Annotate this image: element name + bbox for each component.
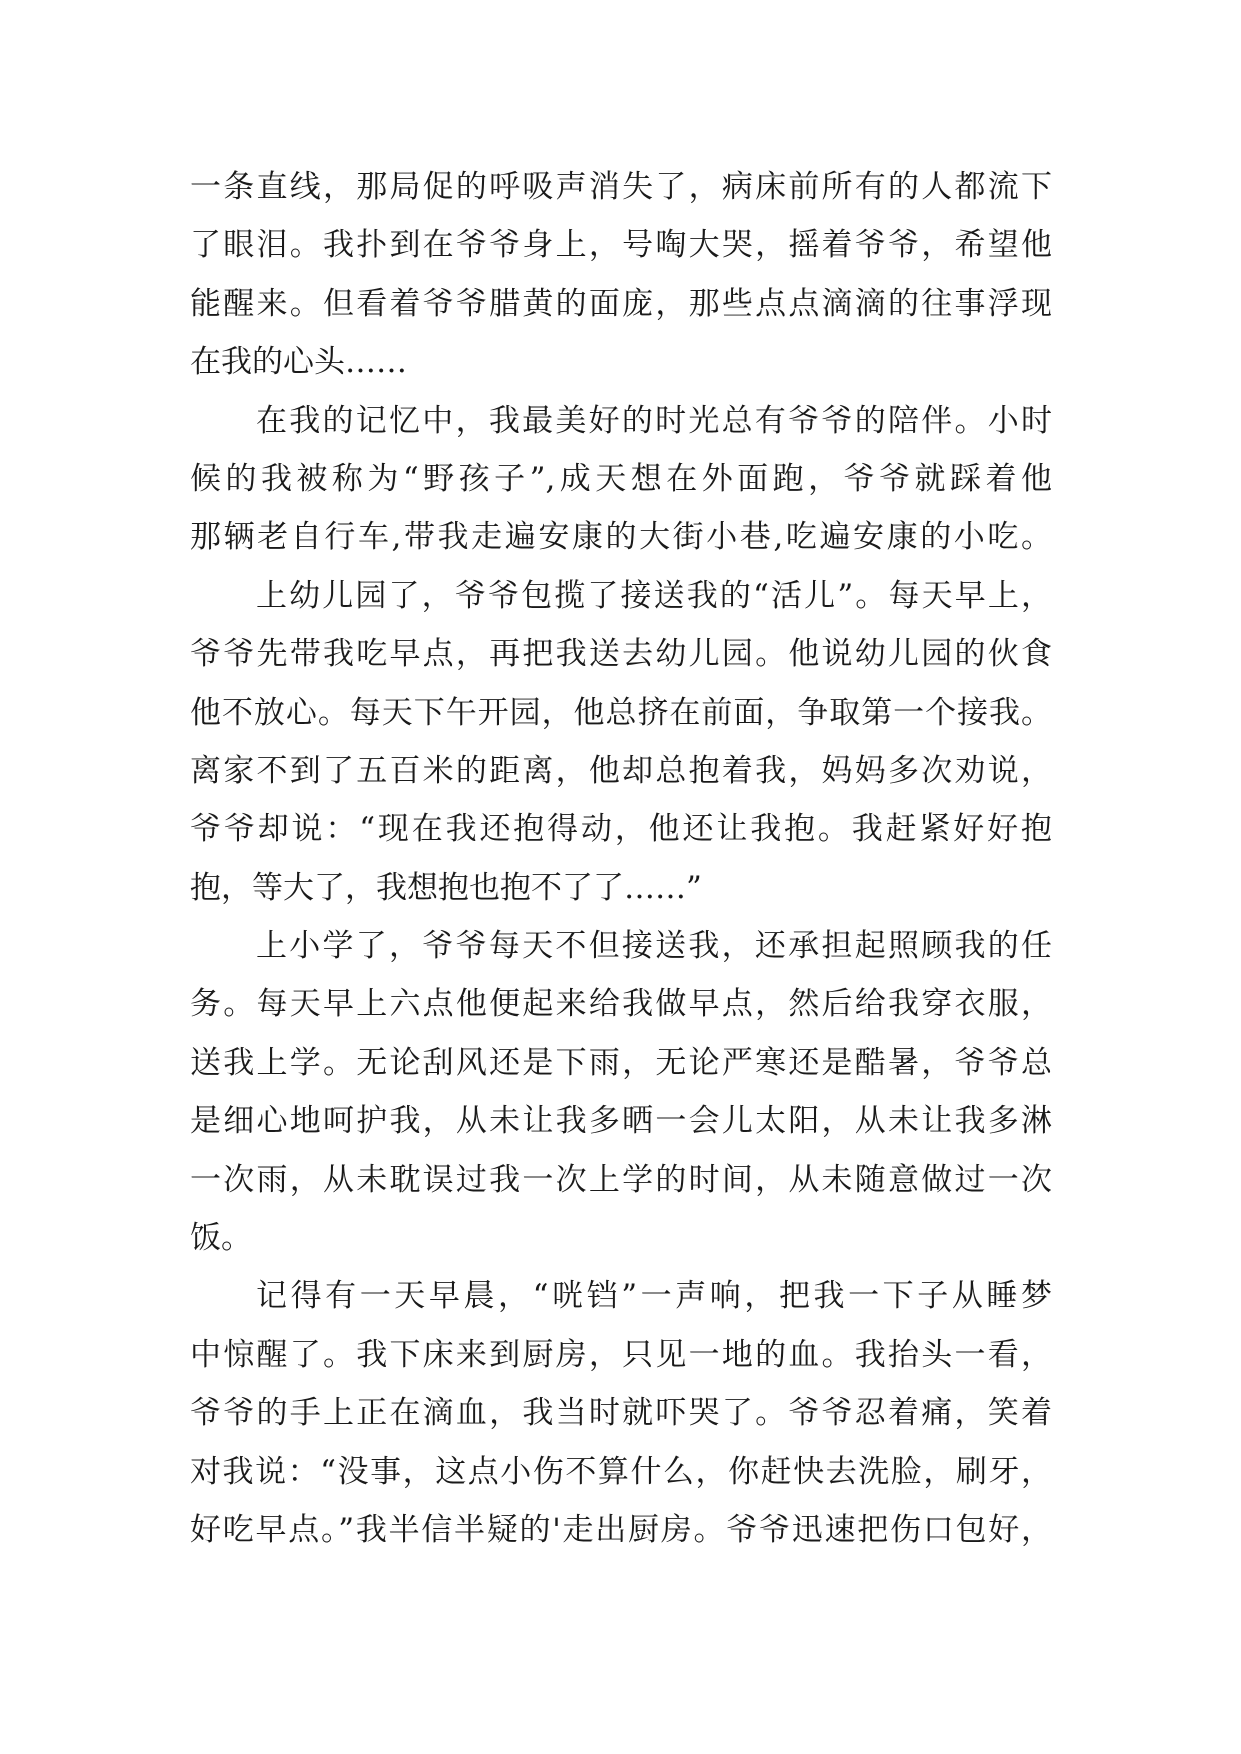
text-line: 爷爷却说：“现在我还抱得动，他还让我抱。我赶紧好好抱 bbox=[190, 811, 1052, 848]
text-line: 在我的记忆中，我最美好的时光总有爷爷的陪伴。小时 bbox=[256, 402, 1052, 439]
text-line: 饭。 bbox=[190, 1220, 252, 1257]
text-line: 上小学了，爷爷每天不但接送我，还承担起照顾我的任 bbox=[256, 928, 1052, 965]
text-line: 离家不到了五百米的距离，他却总抱着我，妈妈多次劝说， bbox=[190, 752, 1052, 789]
text-line: 在我的心头…… bbox=[190, 344, 407, 381]
text-line: 送我上学。无论刮风还是下雨，无论严寒还是酷暑，爷爷总 bbox=[190, 1044, 1052, 1081]
text-line: 候的我被称为“野孩子”,成天想在外面跑，爷爷就踩着他 bbox=[190, 460, 1052, 497]
text-line: 对我说：“没事，这点小伤不算什么，你赶快去洗脸，刷牙， bbox=[190, 1453, 1052, 1490]
body-text bbox=[190, 158, 1052, 1559]
text-line: 抱，等大了，我想抱也抱不了了……” bbox=[190, 869, 702, 906]
text-line: 记得有一天早晨，“咣铛”一声响，把我一下子从睡梦 bbox=[256, 1278, 1052, 1315]
text-line: 了眼泪。我扑到在爷爷身上，号啕大哭，摇着爷爷，希望他 bbox=[190, 227, 1052, 264]
text-line: 中惊醒了。我下床来到厨房，只见一地的血。我抬头一看， bbox=[190, 1336, 1052, 1373]
text-line: 爷爷的手上正在滴血，我当时就吓哭了。爷爷忍着痛，笑着 bbox=[190, 1395, 1052, 1432]
text-line: 那辆老自行车,带我走遍安康的大街小巷,吃遍安康的小吃。 bbox=[190, 519, 1052, 556]
text-line: 他不放心。每天下午开园，他总挤在前面，争取第一个接我。 bbox=[190, 694, 1052, 731]
text-line: 务。每天早上六点他便起来给我做早点，然后给我穿衣服， bbox=[190, 986, 1052, 1023]
text-line: 爷爷先带我吃早点，再把我送去幼儿园。他说幼儿园的伙食 bbox=[190, 636, 1052, 673]
text-line: 是细心地呵护我，从未让我多晒一会儿太阳，从未让我多淋 bbox=[190, 1103, 1052, 1140]
text-line: 一条直线，那局促的呼吸声消失了，病床前所有的人都流下 bbox=[190, 169, 1052, 205]
text-line: 上幼儿园了，爷爷包揽了接送我的“活儿”。每天早上， bbox=[256, 577, 1052, 614]
text-line: 能醒来。但看着爷爷腊黄的面庞，那些点点滴滴的往事浮现 bbox=[190, 285, 1052, 322]
text-line: 好吃早点。”我半信半疑的'走出厨房。爷爷迅速把伤口包好， bbox=[190, 1511, 1052, 1548]
text-line: 一次雨，从未耽误过我一次上学的时间，从未随意做过一次 bbox=[190, 1161, 1052, 1198]
